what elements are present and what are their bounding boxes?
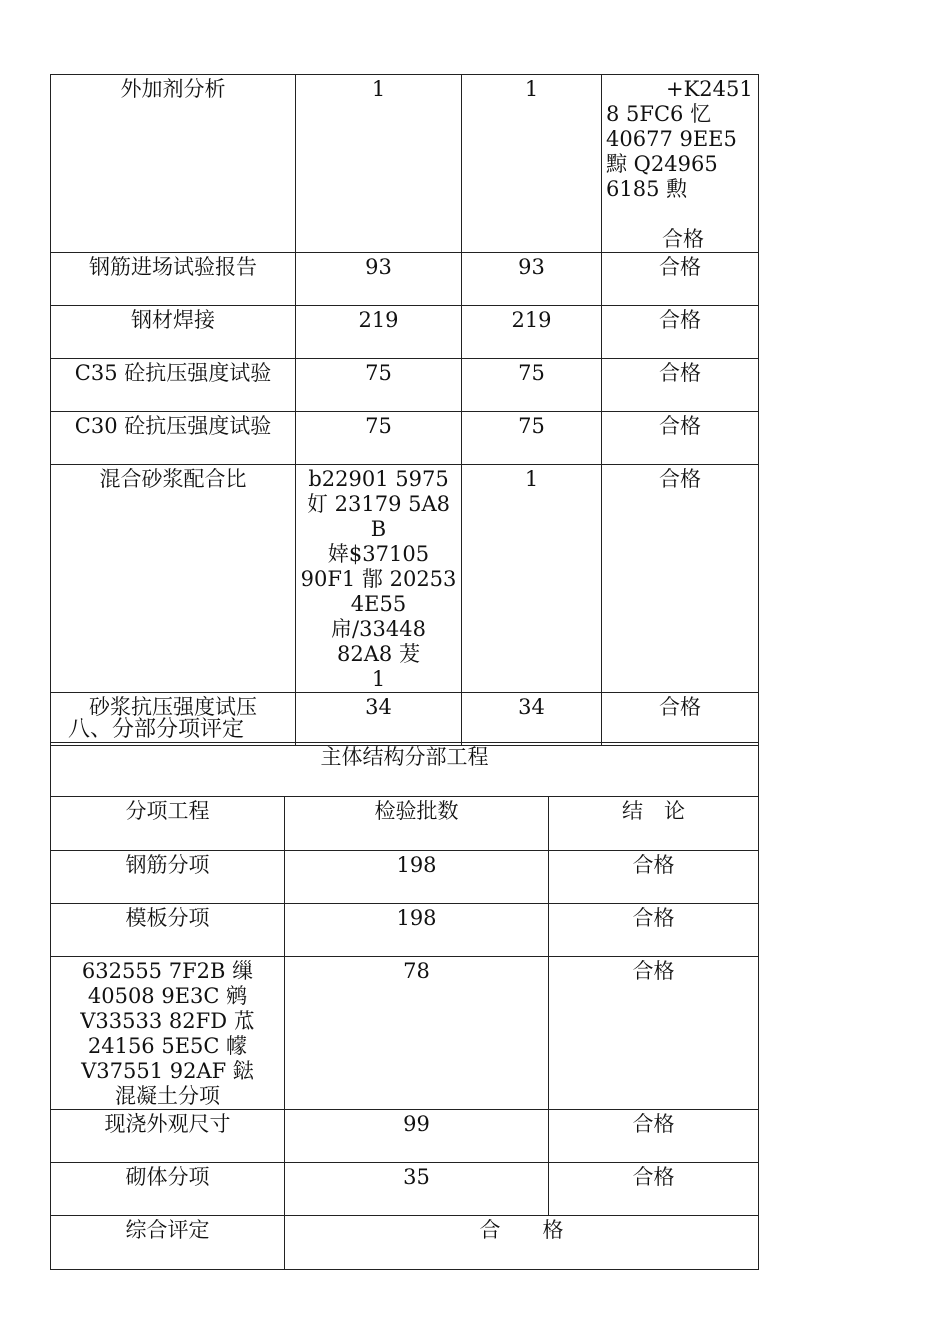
evaluation-table — [50, 742, 759, 1270]
table-row — [51, 253, 759, 306]
subitem-name — [51, 957, 285, 1110]
item-result: 合格 — [602, 412, 759, 465]
result-line: 6185 勲 — [606, 177, 688, 201]
item-count-qualified: 93 — [462, 253, 602, 306]
summary-value: 合 格 — [285, 1216, 759, 1270]
spacer — [606, 202, 754, 227]
item-count: 219 — [296, 306, 462, 359]
column-header: 分项工程 — [51, 797, 285, 851]
item-name: 混合砂浆配合比 — [51, 465, 296, 693]
count-line: 82A8 茇 — [337, 642, 420, 666]
table-row — [51, 306, 759, 359]
item-count-qualified: 75 — [462, 359, 602, 412]
test-results-table — [50, 74, 759, 746]
item-count-qualified: 75 — [462, 412, 602, 465]
table-header-row — [51, 797, 759, 851]
subitem-count: 35 — [285, 1163, 549, 1216]
count-line: 帍/33448 — [331, 617, 426, 641]
table-row — [51, 359, 759, 412]
summary-label: 综合评定 — [51, 1216, 285, 1270]
item-count-qualified: 219 — [462, 306, 602, 359]
table-title-row — [51, 743, 759, 797]
item-count: 93 — [296, 253, 462, 306]
subitem-result: 合格 — [549, 1110, 759, 1163]
count-line: 90F1 鄁 20253 — [300, 567, 457, 591]
result-line: 40677 9EE5 — [606, 127, 737, 151]
item-count: 34 — [296, 693, 462, 746]
name-line: 混凝土分项 — [115, 1084, 220, 1108]
subitem-count: 198 — [285, 851, 549, 904]
subitem-name: 砌体分项 — [51, 1163, 285, 1216]
count-line: 婞$37105 — [327, 542, 430, 566]
item-count — [296, 465, 462, 693]
subitem-result: 合格 — [549, 904, 759, 957]
table-title: 主体结构分部工程 — [51, 743, 759, 797]
name-line: V37551 92AF 鍅 — [81, 1059, 254, 1083]
table-row — [51, 851, 759, 904]
item-count: 1 — [296, 75, 462, 253]
subitem-count: 99 — [285, 1110, 549, 1163]
column-header: 检验批数 — [285, 797, 549, 851]
item-count-qualified: 1 — [462, 75, 602, 253]
summary-row — [51, 1216, 759, 1270]
table-row — [51, 1110, 759, 1163]
result-line: +K2451 — [666, 77, 753, 101]
count-line: 奵 23179 5A8B — [306, 492, 451, 541]
subitem-name: 现浇外观尺寸 — [51, 1110, 285, 1163]
table-row — [51, 75, 759, 253]
subitem-result: 合格 — [549, 1163, 759, 1216]
item-count-qualified: 34 — [462, 693, 602, 746]
table-row — [51, 904, 759, 957]
item-result: 合格 — [602, 253, 759, 306]
table-row — [51, 1163, 759, 1216]
item-count: 75 — [296, 359, 462, 412]
subitem-count: 78 — [285, 957, 549, 1110]
result-final: 合格 — [662, 227, 704, 251]
name-line: V33533 82FD 苽 — [80, 1009, 255, 1033]
table-row — [51, 465, 759, 693]
subitem-count: 198 — [285, 904, 549, 957]
subitem-name: 钢筋分项 — [51, 851, 285, 904]
item-count: 75 — [296, 412, 462, 465]
count-line: 1 — [371, 667, 386, 691]
item-name: C30 砼抗压强度试验 — [51, 412, 296, 465]
item-name: 外加剂分析 — [51, 75, 296, 253]
subitem-name: 模板分项 — [51, 904, 285, 957]
item-name: 砂浆抗压强度试压 — [51, 693, 296, 746]
item-name: 钢筋进场试验报告 — [51, 253, 296, 306]
table-row — [51, 957, 759, 1110]
item-result: 合格 — [602, 306, 759, 359]
item-count-qualified: 1 — [462, 465, 602, 693]
column-header: 结 论 — [549, 797, 759, 851]
item-name: C35 砼抗压强度试验 — [51, 359, 296, 412]
item-result — [602, 75, 759, 253]
result-line: 8 5FC6 忆 — [606, 102, 712, 126]
name-line: 24156 5E5C 幪 — [87, 1034, 248, 1058]
subitem-result: 合格 — [549, 851, 759, 904]
item-result: 合格 — [602, 465, 759, 693]
name-line: 632555 7F2B 缫 — [81, 959, 254, 983]
count-line: 4E55 — [350, 592, 407, 616]
table-row — [51, 412, 759, 465]
count-line: b22901 5975 — [308, 467, 449, 491]
item-result: 合格 — [602, 359, 759, 412]
result-line: 黥 Q24965 — [606, 152, 718, 176]
name-line: 40508 9E3C 鹓 — [87, 984, 248, 1008]
item-result: 合格 — [602, 693, 759, 746]
item-name: 钢材焊接 — [51, 306, 296, 359]
subitem-result: 合格 — [549, 957, 759, 1110]
section-title: 八、分部分项评定 — [68, 717, 245, 742]
